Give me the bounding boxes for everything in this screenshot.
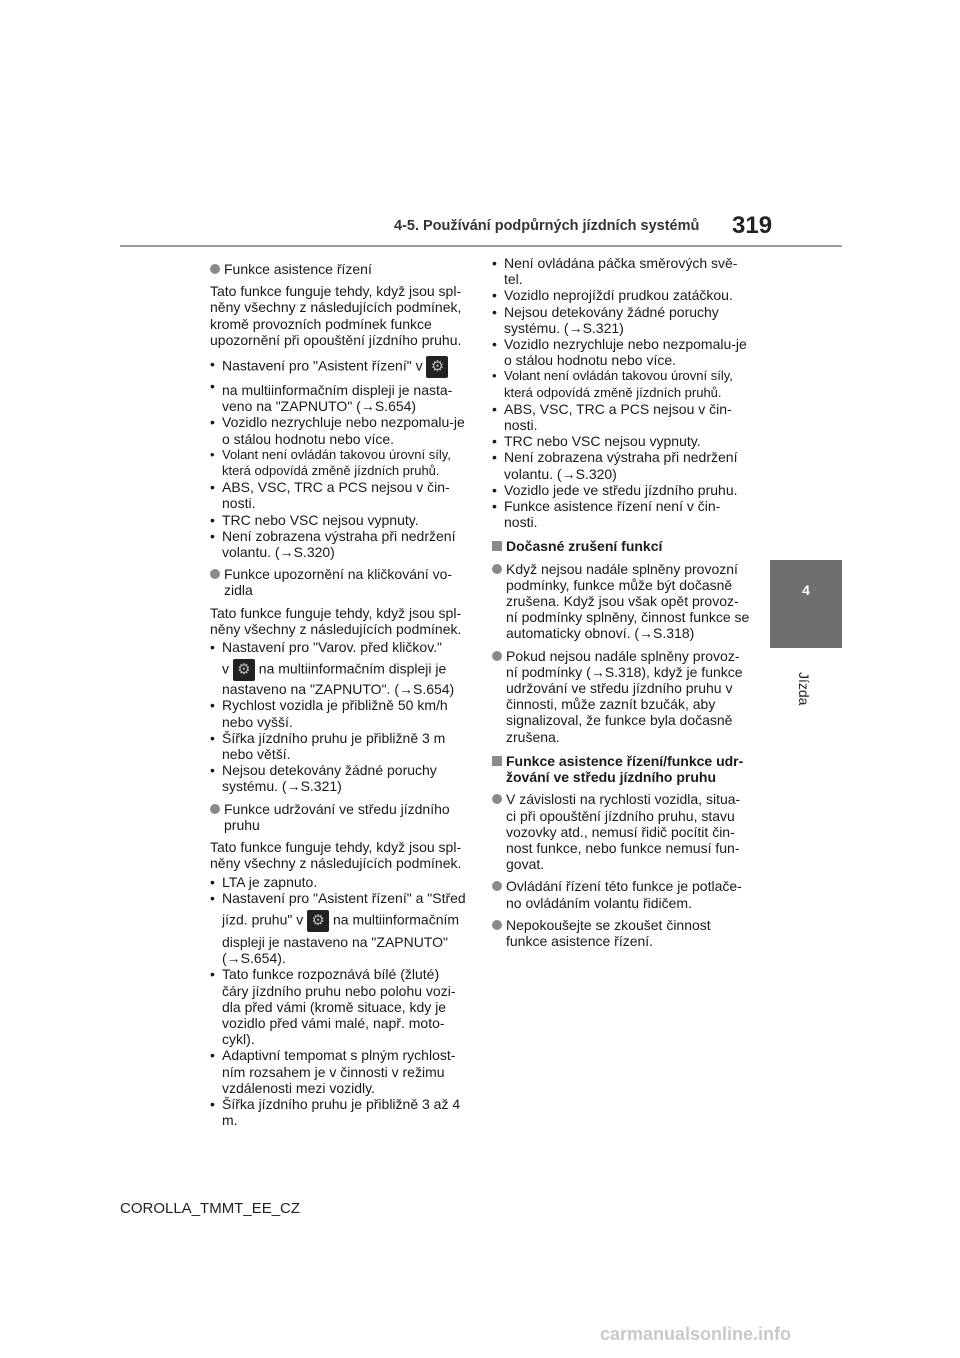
list-item: • Adaptivní tempomat s plným rychlost-ním rozsahem je v činnosti v režimu vzdálenosti mezi vozidly.: [210, 1047, 468, 1096]
paragraph: Tato funkce funguje tehdy, když jsou spl-něny všechny z následujících podmínek.: [210, 604, 462, 637]
list-item: • TRC nebo VSC nejsou vypnuty.: [492, 433, 750, 449]
list-item: • Nejsou detekovány žádné poruchy systému. (→S.321): [492, 304, 750, 336]
list-item: • Volant není ovládán takovou úrovní síly, která odpovídá změně jízdních pruhů.: [492, 368, 750, 400]
paragraph: Tato funkce funguje tehdy, když jsou spl-něny všechny z následujících podmínek.: [210, 839, 462, 872]
list-item-continued: v ⚙ na multiinformačním displeji je nastaveno na "ZAPNUTO". (→S.654): [210, 655, 468, 697]
list-item: • Není zobrazena výstraha při nedržení volantu. (→S.320): [210, 528, 468, 560]
chapter-label: [770, 650, 842, 720]
right-column: [492, 255, 750, 955]
list-item: • Vozidlo nezrychluje nebo nezpomalu-je o stálou hodnotu nebo více.: [210, 414, 468, 446]
list-item: • Není zobrazena výstraha při nedržení volantu. (→S.320): [492, 449, 750, 481]
list-item: • Není ovládána páčka směrových svě-tel.: [492, 255, 750, 287]
list-item: • TRC nebo VSC nejsou vypnuty.: [210, 512, 468, 528]
list-item: • Šířka jízdního pruhu je přibližně 3 až 4 m.: [210, 1096, 468, 1128]
list-item: • Tato funkce rozpoznává bílé (žluté) čáry jízdního pruhu nebo polohu vozi-dla před vámi (kromě situace, kdy je vozidlo před vámi malé, např. moto-cykl).: [210, 966, 468, 1047]
note-item: Pokud nejsou nadále splněny provoz-ní podmínky (→S.318), když je funkce udržování ve středu jízdního pruhu v činnosti, může zaznít bzučák, aby signalizoval, že funkce byla dočasně zrušena.: [492, 648, 750, 745]
settings-icon: [233, 659, 255, 681]
list-item-continued: displeji je nastaveno na "ZAPNUTO" (→S.654).: [222, 933, 449, 967]
document-code: COROLLA_TMMT_EE_CZ: [120, 1200, 301, 1217]
list-item: • Rychlost vozidla je přibližně 50 km/h nebo vyšší.: [210, 697, 468, 729]
chapter-tab: [770, 560, 842, 648]
note-item: Ovládání řízení této funkce je potlače-no ovládáním volantu řidičem.: [492, 878, 750, 910]
list-item: • ABS, VSC, TRC a PCS nejsou v čin-nosti.: [492, 401, 750, 433]
note-item: Nepokoušejte se zkoušet činnost funkce asistence řízení.: [492, 917, 750, 949]
list-item: • Vozidlo neprojíždí prudkou zatáčkou.: [492, 287, 750, 303]
heading-sway-warning: Funkce upozornění na kličkování vo-zidla: [210, 566, 468, 598]
list-item: • Nastavení pro "Asistent řízení" v ⚙: [210, 356, 468, 378]
list-item: • Volant není ovládán takovou úrovní síly, která odpovídá změně jízdních pruhů.: [210, 447, 468, 479]
list-item: • Funkce asistence řízení není v čin-nosti.: [492, 498, 750, 530]
list-item: • Nastavení pro "Varov. před kličkov.": [210, 639, 468, 655]
list-item: • ABS, VSC, TRC a PCS nejsou v čin-nosti.: [210, 479, 468, 511]
section-title: 4-5. Používání podpůrných jízdních systémů: [394, 218, 700, 234]
heading-steering-centering: Funkce asistence řízení/funkce udr-žování ve středu jízdního pruhu: [492, 753, 750, 785]
heading-lane-centering: Funkce udržování ve středu jízdního pruhu: [210, 801, 468, 833]
heading-temporary-cancel: Dočasné zrušení funkcí: [492, 538, 750, 554]
left-column: [210, 255, 468, 1128]
list-item: • LTA je zapnuto.: [210, 874, 468, 890]
list-item: • Nejsou detekovány žádné poruchy systému. (→S.321): [210, 762, 468, 794]
list-item: • Šířka jízdního pruhu je přibližně 3 m nebo větší.: [210, 730, 468, 762]
list-item: • Vozidlo jede ve středu jízdního pruhu.: [492, 482, 750, 498]
list-item-continued: • na multiinformačním displeji je nasta-veno na "ZAPNUTO" (→S.654): [210, 378, 468, 414]
settings-icon: [307, 910, 329, 932]
header-divider: [120, 245, 842, 247]
settings-icon: [426, 356, 448, 378]
chapter-label-text: Jízda: [796, 672, 812, 706]
list-item-continued: jízd. pruhu" v ⚙ na multiinformačním: [210, 906, 468, 932]
note-item: Když nejsou nadále splněny provozní podmínky, funkce může být dočasně zrušena. Když jsou však opět provoz-ní podmínky splněny, činnost funkce se automaticky obnoví. (→S.318): [492, 561, 750, 642]
note-item: V závislosti na rychlosti vozidla, situa-ci při opouštění jízdního pruhu, stavu vozovky atd., nemusí řidič pocítit čin-nost funkce, nebo funkce nemusí fun-govat.: [492, 791, 750, 872]
chapter-number: 4: [802, 582, 810, 598]
watermark: carmanualsonline.info: [600, 1324, 792, 1344]
paragraph: Tato funkce funguje tehdy, když jsou spl-něny všechny z následujících podmínek, kromě provozních podmínek funkce upozornění při opouštění jízdního pruhu.: [210, 283, 462, 348]
list-item: • Vozidlo nezrychluje nebo nezpomalu-je o stálou hodnotu nebo více.: [492, 336, 750, 368]
list-item: • Nastavení pro "Asistent řízení" a "Střed: [210, 890, 468, 906]
heading-steering-assist: Funkce asistence řízení: [210, 261, 468, 277]
page-number: 319: [732, 212, 773, 239]
